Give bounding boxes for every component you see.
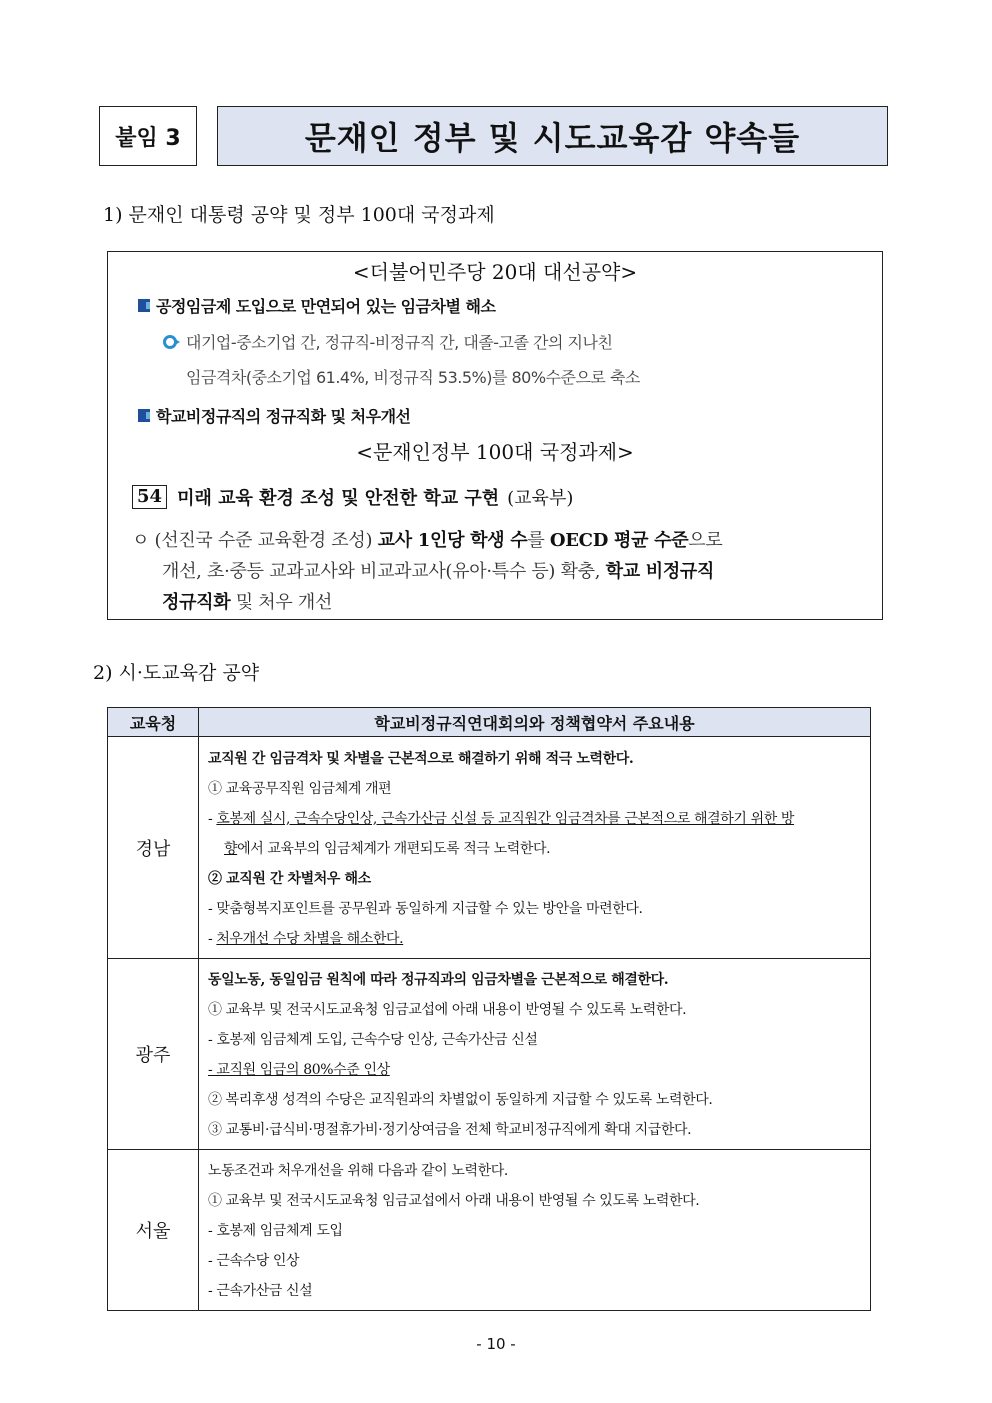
region-cell: 광주 [108,959,199,1150]
emphasis-text: OECD 평균 수준 [549,530,689,551]
content-line: - 근속수당 인상 [208,1253,300,1269]
content-line: - 호봉제 임금체계 도입 [208,1223,343,1239]
attachment-tag: 붙임 3 [99,106,197,166]
bullet-regularization [138,404,411,427]
pledge-table [107,707,871,1311]
page-title: 문재인 정부 및 시도교육감 약속들 [217,106,888,166]
content-line: - 교직원 임금의 80%수준 인상 [208,1062,390,1078]
text-run: 으로 [688,530,723,551]
content-cell [199,737,871,959]
text-run: 에서 교육부의 임금체계가 개편되도록 적극 노력한다. [237,840,551,857]
content-cell [199,1150,871,1311]
campaign-heading: <더불어민주당 20대 대선공약> [352,260,638,284]
text-run: ㅇ (선진국 수준 교육환경 조성) [132,530,378,551]
column-header-office: 교육청 [108,708,199,737]
task-number-badge: 54 [132,485,167,509]
text-run: - [208,930,217,947]
task-54 [132,484,573,510]
region-cell: 서울 [108,1150,199,1311]
bullet-text: 공정임금제 도입으로 만연되어 있는 임금차별 해소 [156,297,496,316]
region-cell: 경남 [108,737,199,959]
text-run: - [208,810,217,827]
content-line: - 호봉제 임금체계 도입, 근속수당 인상, 근속가산금 신설 [208,1032,538,1048]
flag-bullet-icon [138,299,150,312]
section1-title: 1) 문재인 대통령 공약 및 정부 100대 국정과제 [103,204,495,226]
content-line: ② 복리후생 성격의 수당은 교직원과의 차별없이 동일하게 지급할 수 있도록 노력한다. [208,1092,713,1108]
text-run: 를 [527,530,550,551]
underlined-text: 처우개선 수당 차별을 해소한다. [216,930,404,947]
text-run: 및 처우 개선 [230,592,333,613]
text-run: 개선, 초·중등 교과교사와 비교과교사(유아·특수 등) 확충, [162,561,606,582]
section2-title: 2) 시·도교육감 공약 [93,662,260,684]
content-line: ① 교육부 및 전국시도교육청 임금교섭에서 아래 내용이 반영될 수 있도록 노력한다. [208,1193,700,1209]
emphasis-text: 학교 비정규직 [605,561,715,582]
content-line: - 맞춤형복지포인트를 공무원과 동일하게 지급할 수 있는 방안을 마련한다. [208,900,643,917]
sub-bullet-wage-gap [163,330,612,353]
content-line [208,924,862,954]
column-header-content: 학교비정규직연대회의와 정책협약서 주요내용 [199,708,871,737]
content-line: - 근속가산금 신설 [208,1283,313,1299]
table-row-gyeongnam [108,737,871,959]
underlined-text: 호봉제 실시, 근속수당인상, 근속가산금 신설 등 교직원간 임금격차를 근본적으로 해결하기 위한 방 [216,810,795,827]
flag-bullet-icon [138,409,150,422]
content-line: 동일노동, 동일임금 원칙에 따라 정규직과의 임금차별을 근본적으로 해결한다. [208,972,669,988]
content-line: 교직원 간 임금격차 및 차별을 근본적으로 해결하기 위해 적극 노력한다. [208,750,634,767]
content-line: ③ 교통비·급식비·명절휴가비·정기상여금을 전체 학교비정규직에게 확대 지급한다. [208,1122,692,1138]
task-dept: (교육부) [507,488,574,509]
content-line: 노동조건과 처우개선을 위해 다음과 같이 노력한다. [208,1163,508,1179]
emphasis-text: 교사 1인당 학생 수 [377,530,528,551]
national-tasks-heading: <문재인정부 100대 국정과제> [356,440,634,464]
ring-bullet-icon [163,335,177,349]
page-number: - 10 - [476,1335,516,1353]
sub-bullet-text: 대기업-중소기업 간, 정규직-비정규직 간, 대졸-고졸 간의 지나친 [186,333,613,352]
table-header-row [108,708,871,737]
content-line [208,804,862,834]
underlined-text: 향 [224,840,238,857]
content-line: ② 교직원 간 차별처우 해소 [208,870,371,887]
table-row-gwangju [108,959,871,1150]
task-title: 미래 교육 환경 조성 및 안전한 학교 구현 [177,488,500,509]
task-detail-line1 [132,526,722,552]
content-line: ① 교육공무직원 임금체계 개편 [208,780,392,797]
content-cell [199,959,871,1150]
table-row-seoul [108,1150,871,1311]
emphasis-text: 정규직화 [162,592,231,613]
task-detail-line2 [162,557,714,583]
content-line: ① 교육부 및 전국시도교육청 임금교섭에 아래 내용이 반영될 수 있도록 노력한다. [208,1002,687,1018]
content-line [208,834,862,864]
promise-box [107,251,883,620]
task-detail-line3 [162,588,332,614]
sub-bullet-continuation: 임금격차(중소기업 61.4%, 비정규직 53.5%)를 80%수준으로 축소 [186,368,640,387]
bullet-fair-wage [138,294,495,317]
bullet-text: 학교비정규직의 정규직화 및 처우개선 [156,407,411,426]
